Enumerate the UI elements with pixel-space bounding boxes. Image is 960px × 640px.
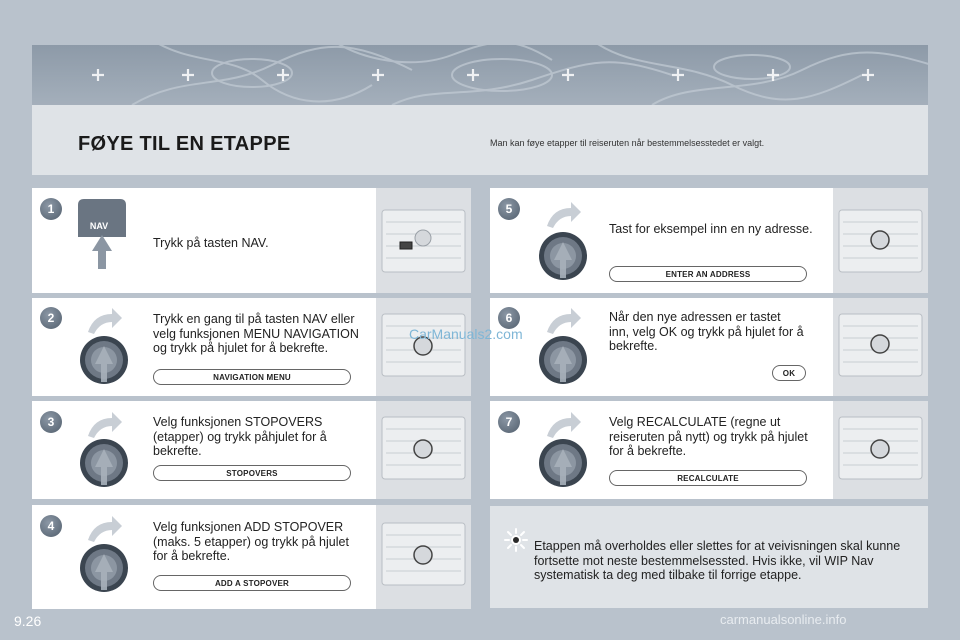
stopovers-button[interactable]: STOPOVERS <box>153 465 351 481</box>
step-badge-1: 1 <box>40 198 62 220</box>
dial-knob-icon <box>537 230 589 282</box>
step-text-6: Når den nye adressen er tastet inn, velg OK og trykk på hjulet for å bekrefte. <box>609 310 804 353</box>
header-banner <box>32 45 928 105</box>
page-number: 9.26 <box>14 613 42 629</box>
step-text-4: Velg funksjonen ADD STOPOVER (maks. 5 etapper) og trykk på hjulet for å bekrefte. <box>153 520 349 563</box>
step-badge-4: 4 <box>40 515 62 537</box>
rotate-arrow-icon <box>84 514 124 544</box>
step-text-7: Velg RECALCULATE (regne ut reiseruten på nytt) og trykk på hjulet for å bekrefte. <box>609 415 808 458</box>
sun-tip-icon <box>504 528 528 552</box>
title-header <box>32 105 928 175</box>
radio-thumbnail-3 <box>376 401 471 499</box>
step-text-3: Velg funksjonen STOPOVERS (etapper) og trykk påhjulet for å bekrefte. <box>153 415 327 458</box>
footer-watermark: carmanualsonline.info <box>720 612 847 627</box>
dial-knob-icon <box>78 437 130 489</box>
rotate-arrow-icon <box>543 306 583 336</box>
dial-knob-icon <box>78 334 130 386</box>
dial-knob-icon <box>537 437 589 489</box>
radio-thumbnail-2 <box>376 298 471 396</box>
intro-text: Man kan føye etapper til reiseruten når bestemmelsesstedet er valgt. <box>490 138 765 148</box>
watermark-text: CarManuals2.com <box>409 326 523 342</box>
nav-key-icon <box>74 195 134 275</box>
step-badge-3: 3 <box>40 411 62 433</box>
radio-thumbnail-5 <box>833 188 928 293</box>
step-badge-7: 7 <box>498 411 520 433</box>
step-badge-6: 6 <box>498 307 520 329</box>
dial-knob-icon <box>537 334 589 386</box>
radio-thumbnail-1 <box>376 188 471 293</box>
topographic-decoration <box>32 45 928 105</box>
rotate-arrow-icon <box>84 410 124 440</box>
enter-address-button[interactable]: ENTER AN ADDRESS <box>609 266 807 282</box>
step-badge-5: 5 <box>498 198 520 220</box>
step-text-5: Tast for eksempel inn en ny adresse. <box>609 222 813 236</box>
step-text-2: Trykk en gang til på tasten NAV eller velg funksjonen MENU NAVIGATION og trykk på hjulet for å bekrefte. <box>153 312 359 355</box>
rotate-arrow-icon <box>543 200 583 230</box>
ok-button[interactable]: OK <box>772 365 806 381</box>
recalculate-button[interactable]: RECALCULATE <box>609 470 807 486</box>
page-title: FØYE TIL EN ETAPPE <box>78 133 291 155</box>
tip-box <box>490 506 928 608</box>
navigation-menu-button[interactable]: NAVIGATION MENU <box>153 369 351 385</box>
tip-text: Etappen må overholdes eller slettes for at veivisningen skal kunne fortsette mot neste bestemmelsessted. Hvis ikke, vil WIP Nav systematisk ta deg med tilbake til forrige etappe. <box>534 539 901 582</box>
radio-thumbnail-4 <box>376 505 471 609</box>
radio-thumbnail-6 <box>833 298 928 396</box>
dial-knob-icon <box>78 542 130 594</box>
step-text-1: Trykk på tasten NAV. <box>153 236 269 250</box>
radio-thumbnail-7 <box>833 401 928 499</box>
step-badge-2: 2 <box>40 307 62 329</box>
nav-key-label: NAV <box>89 221 109 231</box>
rotate-arrow-icon <box>543 410 583 440</box>
rotate-arrow-icon <box>84 306 124 336</box>
add-stopover-button[interactable]: ADD A STOPOVER <box>153 575 351 591</box>
